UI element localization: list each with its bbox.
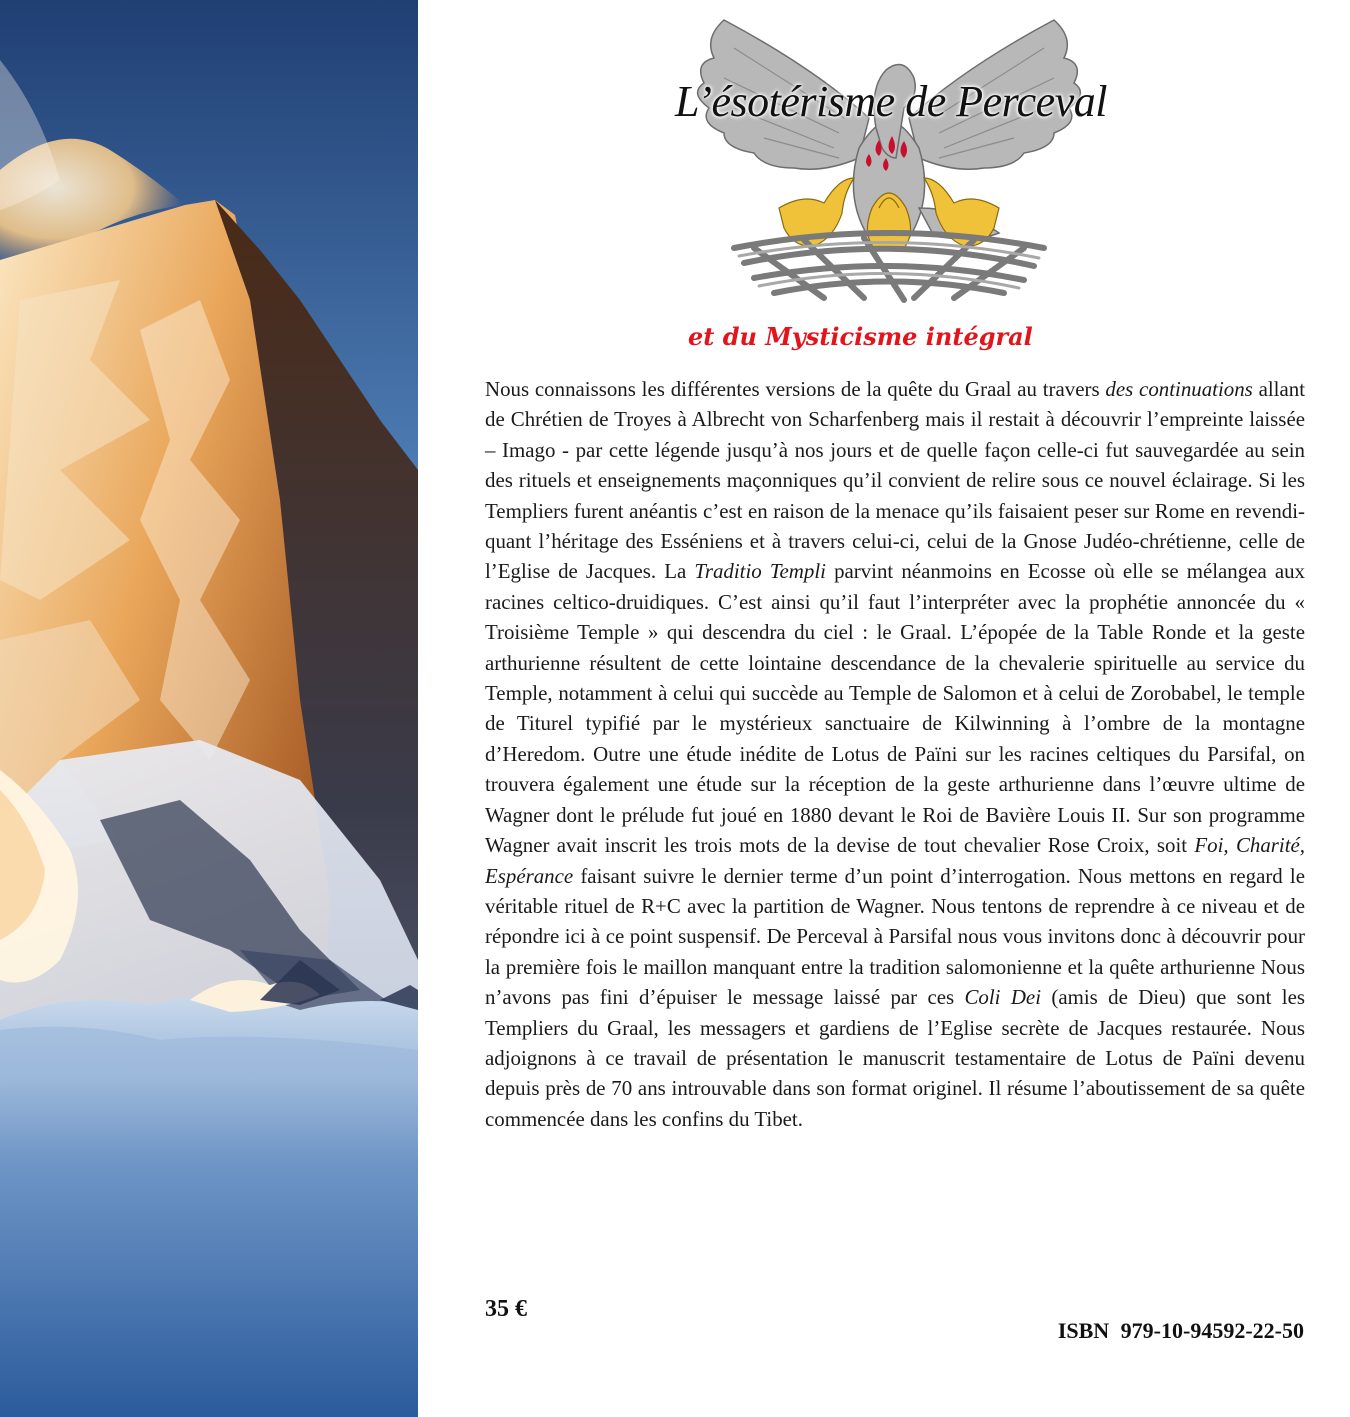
cover-mountain-photo [0,0,418,1417]
book-title: L’ésotérisme de Perceval [675,77,1107,126]
blurb-italic-run: Foi, Charité, Espérance [485,833,1305,888]
back-cover-content [418,0,1350,1417]
blurb-italic-run: des continuations [1105,377,1253,401]
isbn-label: ISBN 979-10-94592-22-50 [1057,1318,1304,1343]
blurb-text-run: (amis de Dieu) que sont les Templiers du Graal, les messagers et gardiens de l’Eglise secrète de Jacques restaurée. Nous adjoignons à ce travail de présentation le manuscrit testamentaire de Lotus de Païni devenu depuis près de 70 ans introuvable dans son format originel. Il résume l’aboutissement de sa quête commencée dans les confins du Tibet. [485,985,1306,1131]
price-label: 35 € [485,1296,527,1322]
blurb-italic-run: Coli Dei [964,985,1042,1010]
pelican-emblem [664,8,1114,308]
blurb-text-run: Nous connaissons les différentes versions de la quête du Graal au travers [485,377,1106,401]
blurb-text-run: faisant suivre le dernier terme d’un point d’interrogation. Nous mettons en regard le véritable rituel de R+C avec la partition de Wagner. Nous tentons de reprendre à ce niveau et de répondre ici à ce point suspensif. De Perceval à Parsifal nous vous invitons donc à découvrir pour la première fois le maillon manquant entre la tradition salomonienne et la quête arthurienne Nous n’avons pas fini d’épuiser le message laissé par ces [485,863,1305,1010]
blurb-italic-run: Traditio Templi [694,559,826,584]
back-cover-blurb [485,374,1305,1134]
blurb-paragraph [485,374,1305,1134]
book-subtitle: et du Mysticisme intégral [688,322,1033,351]
blurb-text-run: allant de Chrétien de Troyes à Albrecht von Scharfenberg mais il restait à découvrir l’empreinte laissée – Imago - par cette légende jusqu’à nos jours et de quelle façon celle-ci fut sauvegardée au sein des rituels et enseignements maçonniques qu’il convient de relire sous ce nouvel éclairage. Si les Templiers furent anéantis c’est en raison de la menace qu’ils faisaient peser sur Rome en revendiquant l’héritage des Esséniens et à travers celui-ci, celui de la Gnose Judéo-chrétienne, celle de l’Eglise de Jacques. La [485,377,1306,584]
blurb-text-run: parvint néanmoins en Ecosse où elle se mélangea aux racines celtico-druidiques. C’est ainsi qu’il faut l’interpréter avec la prophétie annoncée du « Troisième Temple » qui descendra du ciel : le Graal. L’épopée de la Table Ronde et la geste arthurienne résultent de cette lointaine descendance de la chevalerie spirituelle au service du Temple, notamment à celui qui succède au Temple de Salomon et à celui de Zorobabel, le temple de Titurel typifié par le mystérieux sanctuaire de Kilwinning à l’ombre de la montagne d’Heredom. Outre une étude inédite de Lotus de Païni sur les racines celtiques du Parsifal, on trouvera également une étude sur la réception de la geste arthurienne dans l’œuvre ultime de Wagner dont le prélude fut joué en 1880 devant le Roi de Bavière Louis II. Sur son programme Wagner avait inscrit les trois mots de la devise de tout chevalier Rose Croix, soit [485,559,1306,858]
